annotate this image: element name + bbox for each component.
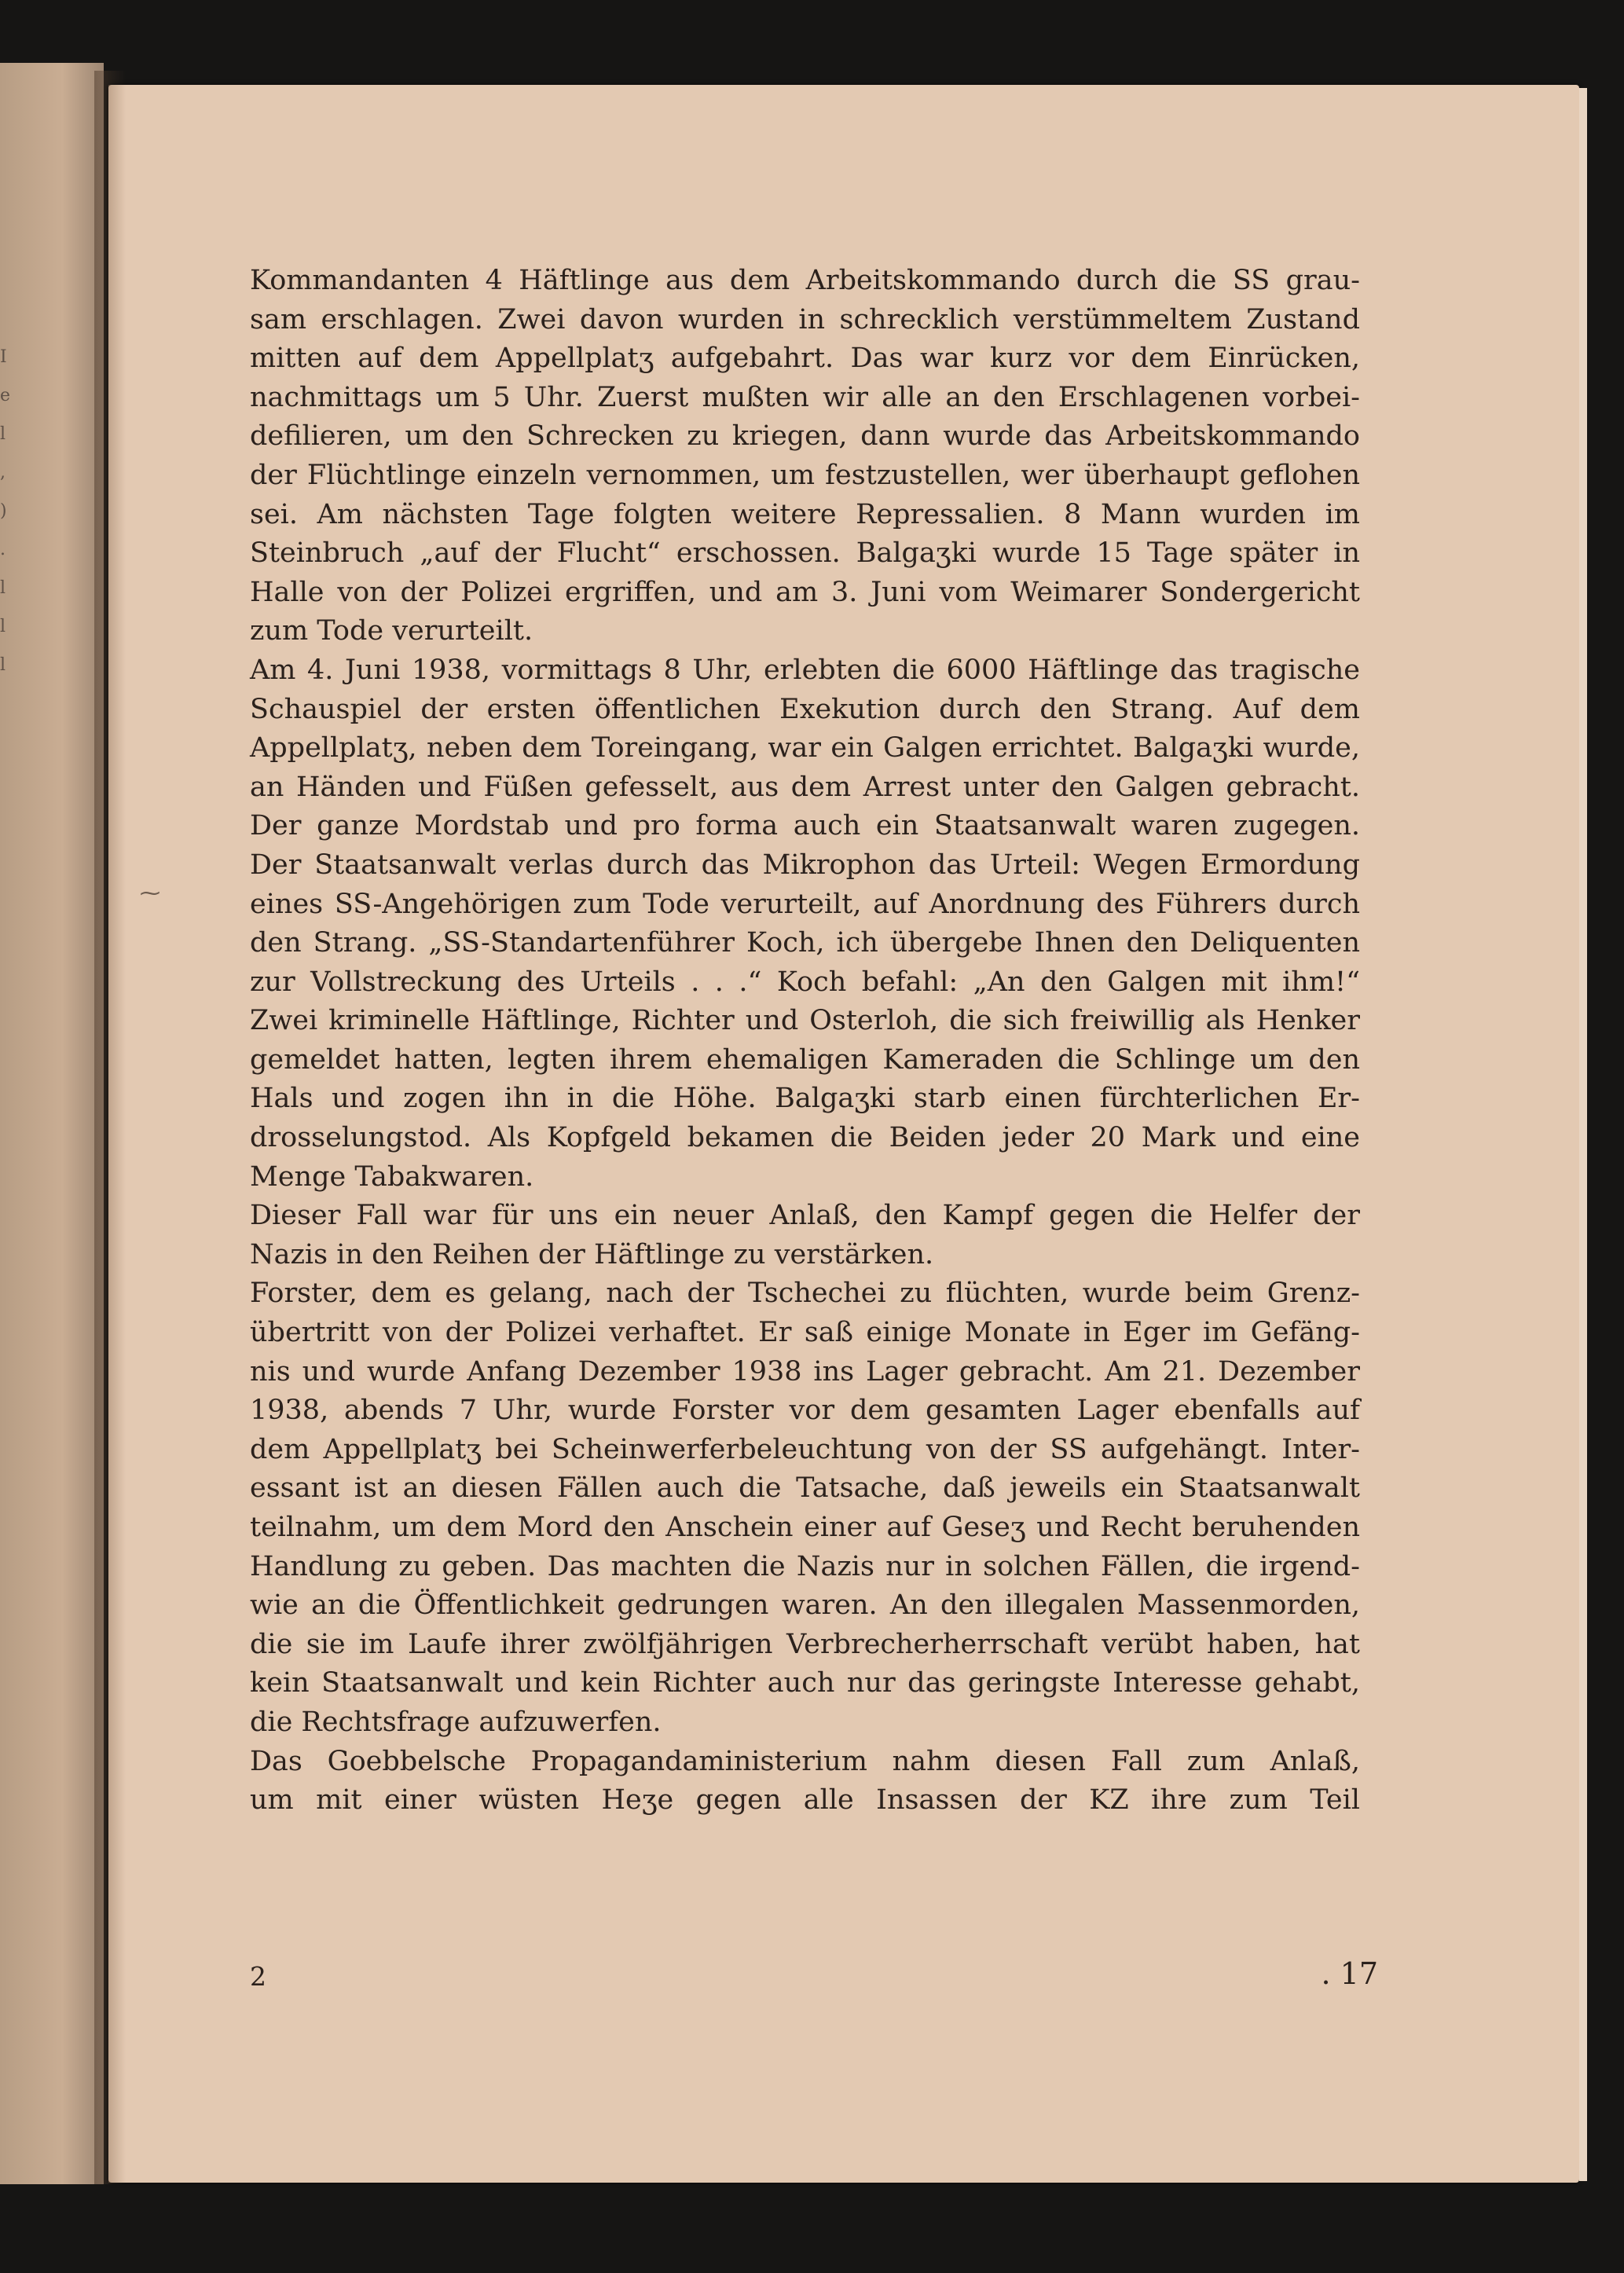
page-number: . 17 [1321, 1956, 1378, 1991]
text-line: 1938, abends 7 Uhr, wurde Forster vor dem gesamten Lager ebenfalls auf [250, 1395, 1360, 1427]
text-line: mitten auf dem Appellplatʒ aufgebahrt. Das war kurz vor dem Einrücken, [250, 343, 1360, 375]
text-line: zur Vollstreckung des Urteils . . .“ Koch befahl: „An den Galgen mit ihm!“ [250, 966, 1360, 998]
text-line: die Rechtsfrage aufzuwerfen. [250, 1706, 662, 1738]
text-line: die sie im Laufe ihrer zwölfjährigen Verbrecherherrschaft verübt haben, hat [250, 1628, 1360, 1660]
text-line: Der Staatsanwalt verlas durch das Mikrophon das Urteil: Wegen Ermordung [250, 849, 1360, 881]
text-line: dem Appellplatʒ bei Scheinwerferbeleuchtung von der SS aufgehängt. Inter- [250, 1433, 1360, 1465]
signature-mark: 2 [250, 1961, 266, 1992]
text-line: übertritt von der Polizei verhaftet. Er saß einige Monate in Eger im Gefäng- [250, 1317, 1360, 1349]
text-line: der Flüchtlinge einzeln vernommen, um festzustellen, wer überhaupt geflohen [250, 459, 1360, 491]
text-line: Zwei kriminelle Häftlinge, Richter und Osterloh, die sich freiwillig als Henker [250, 1005, 1360, 1037]
text-line: Am 4. Juni 1938, vormittags 8 Uhr, erlebten die 6000 Häftlinge das tragische [250, 654, 1360, 686]
left-page-edge [0, 63, 104, 2184]
text-line: Handlung zu geben. Das machten die Nazis nur in solchen Fällen, die irgend- [250, 1550, 1360, 1582]
text-line: wie an die Öffentlichkeit gedrungen waren. An den illegalen Massenmorden, [250, 1589, 1360, 1622]
text-line: sei. Am nächsten Tage folgten weitere Repressalien. 8 Mann wurden im [250, 498, 1360, 530]
text-line: an Händen und Füßen gefesselt, aus dem Arrest unter den Galgen gebracht. [250, 771, 1360, 803]
text-line: um mit einer wüsten Heʒe gegen alle Insassen der KZ ihre zum Teil [250, 1784, 1360, 1817]
text-line: nis und wurde Anfang Dezember 1938 ins Lager gebracht. Am 21. Dezember [250, 1355, 1360, 1388]
text-line: Nazis in den Reihen der Häftlinge zu verstärken. [250, 1238, 934, 1270]
text-line: essant ist an diesen Fällen auch die Tatsache, daß jeweils ein Staatsanwalt [250, 1472, 1360, 1505]
text-line: drosselungstod. Als Kopfgeld bekamen die Beiden jeder 20 Mark und eine [250, 1122, 1360, 1154]
text-line: Dieser Fall war für uns ein neuer Anlaß, den Kampf gegen die Helfer der [250, 1200, 1360, 1232]
text-line: Schauspiel der ersten öffentlichen Exekution durch den Strang. Auf dem [250, 693, 1360, 725]
text-line: sam erschlagen. Zwei davon wurden in schrecklich verstümmeltem Zustand [250, 303, 1360, 335]
text-line: Das Goebbelsche Propagandaministerium nahm diesen Fall zum Anlaß, [250, 1745, 1360, 1777]
text-line: teilnahm, um dem Mord den Anschein einer auf Geseʒ und Recht beruhenden [250, 1512, 1360, 1543]
text-line: gemeldet hatten, legten ihrem ehemaligen Kameraden die Schlinge um den [250, 1043, 1360, 1076]
text-line: Hals und zogen ihn in die Höhe. Balgaʒki starb einen fürchterlichen Er- [250, 1083, 1360, 1115]
page-body-text [250, 262, 1360, 1820]
text-line: den Strang. „SS-Standartenführer Koch, ich übergebe Ihnen den Deliquenten [250, 927, 1360, 959]
text-line: Appellplatʒ, neben dem Toreingang, war ein Galgen errichtet. Balgaʒki wurde, [250, 732, 1360, 764]
left-page-text-fragments: I e l , ) . l l l [0, 347, 11, 675]
text-line: Menge Tabakwaren. [250, 1160, 534, 1193]
book-page [108, 85, 1579, 2183]
text-line: Steinbruch „auf der Flucht“ erschossen. Balgaʒki wurde 15 Tage später in [250, 537, 1360, 570]
text-line: Der ganze Mordstab und pro forma auch ein Staatsanwalt waren zugegen. [250, 810, 1360, 842]
text-line: zum Tode verurteilt. [250, 615, 533, 647]
text-line: Forster, dem es gelang, nach der Tschechei zu flüchten, wurde beim Grenz- [250, 1278, 1360, 1310]
margin-mark: ⁓ [140, 882, 160, 905]
text-line: Halle von der Polizei ergriffen, und am 3. Juni vom Weimarer Sondergericht [250, 576, 1360, 608]
text-line: nachmittags um 5 Uhr. Zuerst mußten wir alle an den Erschlagenen vorbei- [250, 381, 1360, 413]
text-line: Kommandanten 4 Häftlinge aus dem Arbeitskommando durch die SS grau- [250, 265, 1360, 296]
text-line: defilieren, um den Schrecken zu kriegen, dann wurde das Arbeitskommando [250, 420, 1360, 453]
text-line: kein Staatsanwalt und kein Richter auch nur das geringste Interesse gehabt, [250, 1667, 1360, 1699]
page-edge [1579, 88, 1587, 2181]
text-line: eines SS-Angehörigen zum Tode verurteilt, auf Anordnung des Führers durch [250, 888, 1360, 920]
